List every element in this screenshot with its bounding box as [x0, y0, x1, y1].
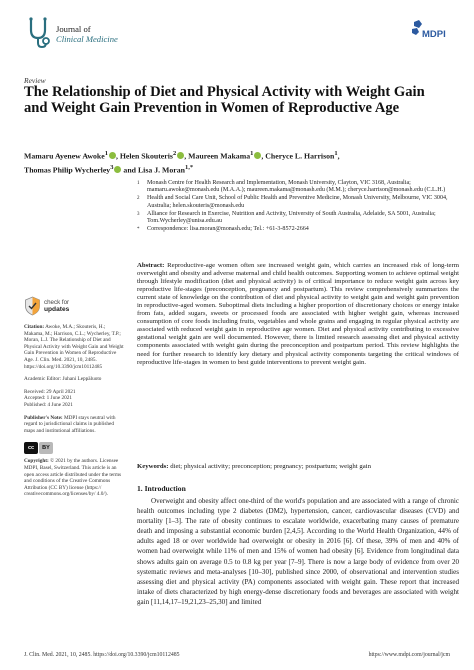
check-updates-icon — [24, 296, 41, 316]
article-dates — [24, 389, 124, 409]
author-line-2 — [24, 162, 454, 176]
mdpi-logo — [410, 20, 450, 42]
author-name[interactable]: Lisa J. Moran — [137, 165, 185, 175]
affiliation-item — [137, 195, 459, 210]
footer-journal-url[interactable]: https://www.mdpi.com/journal/jcm — [368, 652, 450, 658]
copyright-text: © 2021 by the authors. Licensee MDPI, Basel, Switzerland. This article is an open access article distributed under the terms and conditions of the Creative Commons Attribution (CC BY) license (https:// creativecommons.org/licenses/by/ 4.0/). — [24, 458, 122, 498]
citation-label: Citation: — [24, 324, 45, 330]
keywords-text: diet; physical activity; preconception; pregnancy; postpartum; weight gain — [168, 463, 371, 470]
check-updates-button[interactable] — [24, 296, 124, 318]
mdpi-logo-text: MDPI — [422, 29, 446, 40]
abstract-text: Reproductive-age women often see increased weight gain, which carries an increased risk of long-term overweight and obesity and adverse maternal and child health outcomes. Supporting women to achieve optimal weight through lifestyle modification (diet and physical activity) is of critical importance to reduce weight gain across key reproductive life-stages (preconception, pregnancy and postpartum). This review comprehensively summarizes the current state of knowledge on the contribution of diet and physical activity to weight gain and weight gain prevention in reproductive-aged women. Suboptimal diets including a higher proportion of discretionary choices or energy intake from fats, added sugars, sweets or processed foods are associated with higher weight gain, whereas increased consumption of core foods including fruits, vegetables and whole grains and engaging in regular physical activity are associated with reduced weight gain in reproductive age women. Diet and physical activity contributing to excessive gestational weight gain are well documented. However, there is limited research assessing diet and physical activity components associated with weight gain during the preconception and postpartum period. This review highlights the need for further research to identify key dietary and physical activity components targeting the critical windows of reproductive life-stages in women to best guide interventions to prevent weight gain. — [137, 262, 459, 366]
check-updates-top: check for — [44, 299, 70, 306]
journal-title: Clinical Medicine — [56, 34, 118, 44]
author-name[interactable]: Helen Skouteris — [119, 151, 173, 161]
publisher-note-label: Publisher's Note: — [24, 414, 63, 421]
cc-icon: cc — [24, 442, 38, 454]
affiliation-marker: * — [137, 227, 140, 233]
affiliation-text: Monash Centre for Health Research and Implementation, Monash University, Clayton, VIC 3168, Australia; mamaru.awoke@monash.edu (M.A.A.); maureen.makama@monash.edu (M.M.); cheryce.harrison@monash.edu (C.L.H.) — [147, 180, 446, 194]
author-affiliation-marker: 1 — [104, 150, 108, 157]
section-heading-introduction: 1. Introduction — [137, 484, 186, 493]
author-affiliation-marker: 1,* — [184, 163, 194, 171]
affiliation-item — [137, 226, 459, 233]
stethoscope-icon — [24, 16, 52, 50]
author-name[interactable]: Thomas Philip Wycherley — [24, 165, 111, 175]
orcid-icon[interactable] — [109, 152, 116, 159]
footer-citation: J. Clin. Med. 2021, 10, 2485. https://doi.org/10.3390/jcm10112485 — [24, 652, 180, 658]
check-updates-bottom: updates — [44, 305, 70, 313]
author-name[interactable]: Maureen Makama — [188, 151, 251, 161]
citation-block — [24, 324, 124, 370]
affiliation-text: Alliance for Research in Exercise, Nutrition and Activity, University of South Australia, Adelaide, SA 5001, Australia; Tom.Wycherley@unisa.edu.au — [147, 210, 436, 225]
author-separator: , — [115, 151, 120, 161]
copyright-label: Copyright: — [24, 458, 49, 465]
cc-by-license-badge[interactable] — [24, 442, 53, 454]
author-name[interactable]: Cheryce L. Harrison — [265, 151, 335, 161]
copyright-block — [24, 458, 124, 498]
check-updates-label — [44, 300, 69, 314]
author-affiliation-marker: 2 — [172, 150, 177, 157]
author-affiliation-marker: 3 — [110, 163, 114, 171]
affiliation-item — [137, 211, 459, 226]
date-published: Published: 4 June 2021 — [24, 401, 73, 408]
journal-header — [24, 14, 450, 62]
affiliation-text: Correspondence: lisa.moran@monash.edu; Tel.: +61-3-8572-2664 — [147, 226, 309, 233]
author-list — [24, 148, 454, 176]
keywords-label: Keywords: — [137, 463, 169, 470]
journal-name — [56, 24, 118, 44]
introduction-body — [137, 496, 459, 607]
author-line-1 — [24, 148, 454, 162]
citation-text: Awoke, M.A.; Skouteris, H.; Makama, M.; Harrison, C.L.; Wycherley, T.P.; Moran, L.J. The Relationship of Diet and Physical Activity with Weight Gain and Weight Gain Prevention in Women of Reproductive Age. J. Clin. Med. 2021, 10, 2485. https://doi.org/10.3390/jcm10112485 — [24, 324, 124, 370]
affiliation-item — [137, 180, 459, 195]
author-separator: , — [337, 151, 340, 161]
affiliation-marker: 2 — [137, 196, 140, 202]
affiliations — [137, 180, 459, 234]
author-separator: , — [261, 151, 266, 161]
date-accepted: Accepted: 1 June 2021 — [24, 395, 72, 402]
author-name[interactable]: Mamaru Ayenew Awoke — [24, 151, 105, 161]
affiliation-text: Health and Social Care Unit, School of Public Health and Preventive Medicine, Monash University, Melbourne, VIC 3004, Australia; helen.skouteris@monash.edu — [147, 195, 448, 209]
academic-editor: Academic Editor: Juhani Leppäluoto — [24, 376, 102, 383]
publisher-note-text: MDPI stays neutral with regard to jurisdictional claims in published maps and institutional affiliations. — [24, 414, 116, 434]
abstract — [137, 262, 459, 367]
article-title: The Relationship of Diet and Physical Activity with Weight Gain and Weight Gain Prevention in Women of Reproductive Age — [24, 84, 425, 116]
author-separator: , — [184, 151, 189, 161]
article-sidebar — [24, 296, 124, 504]
abstract-label: Abstract: — [137, 262, 165, 269]
date-received: Received: 29 April 2021 — [24, 388, 76, 395]
affiliation-marker: 1 — [137, 181, 140, 186]
author-affiliation-marker: 1 — [250, 150, 254, 157]
journal-prefix: Journal of — [56, 24, 91, 34]
author-affiliation-marker: 1 — [334, 150, 338, 157]
publisher-note — [24, 415, 124, 435]
author-separator: and — [121, 165, 138, 175]
by-icon: BY — [39, 442, 53, 454]
affiliation-marker: 3 — [137, 211, 140, 217]
introduction-paragraph: Overweight and obesity affect one-third of the world's population and are associated with a range of chronic health outcomes including type 2 diabetes (DM2), hypertension, cancer, cardiovascular diseases (CVD) and mortality [1–3]. The rate of obesity continues to escalate worldwide, exacerbating many causes of premature death and imposing a substantial economic burden [2,4,5]. According to the World Health Organization, 44% of adults aged 18 or over worldwide had overweight or obesity in 2016 [6]. Of these, 39% of men and 40% of women had overweight while 11% of men and 15% of women had obesity [6]. Evidence from longitudinal data shows adults gain on average 0.5 to 0.8 kg per year [7–9]. There is now a large body of evidence from over 20 systematic reviews and meta-analyses [10–30], published since 2000, of observational and intervention studies assessing diet and physical activity (PA) components associated with weight gain. These report that increased intake of diets characterized by high energy-dense discretionary foods and beverages are associated with weight gain [11,14,17–19,21,23–25,30] and limited — [137, 497, 459, 606]
keywords — [137, 463, 459, 471]
article-type: Review — [24, 76, 46, 85]
